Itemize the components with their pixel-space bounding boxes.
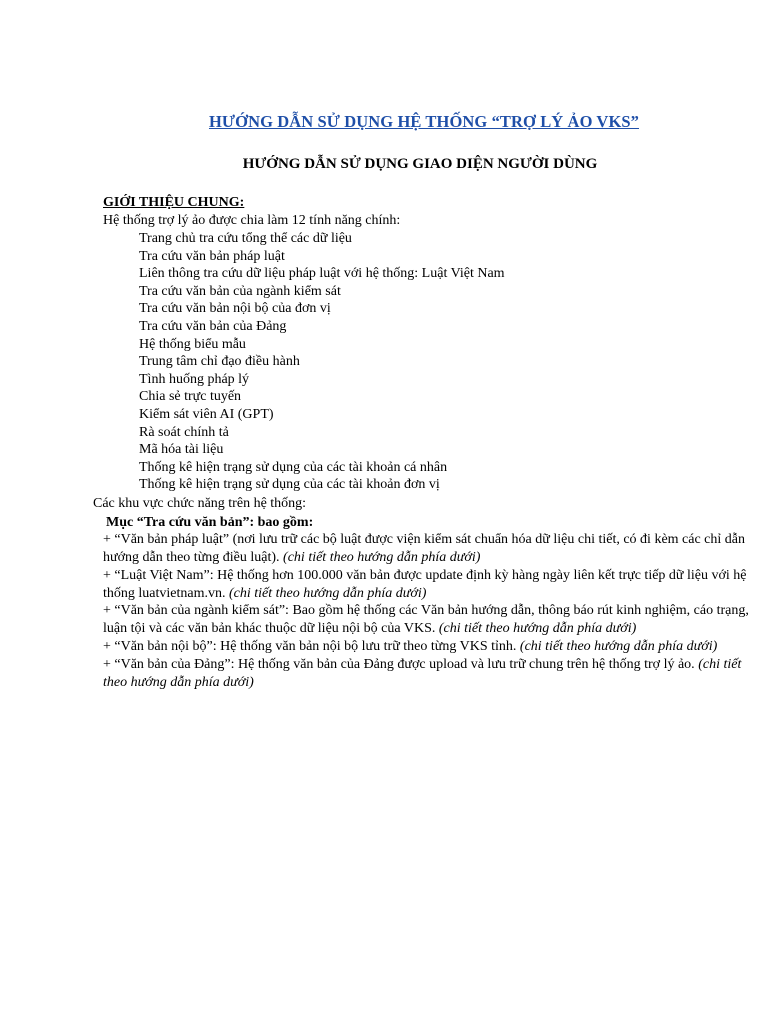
item-note: (chi tiết theo hướng dẫn phía dưới) bbox=[519, 639, 718, 654]
feature-item: Liên thông tra cứu dữ liệu pháp luật với hệ thống: Luật Việt Nam bbox=[139, 266, 505, 282]
item-text: + “Luật Việt Nam”: Hệ thống hơn 100.000 văn bản được update định kỳ hàng ngày liên kết trực tiếp dữ liệu với hệ thống luatvietnam.vn. bbox=[103, 568, 747, 601]
feature-item: Hệ thống biểu mẫu bbox=[139, 336, 246, 352]
intro-heading: GIỚI THIỆU CHUNG: bbox=[103, 195, 245, 210]
section-item bbox=[103, 531, 758, 567]
feature-item: Thống kê hiện trạng sử dụng của các tài khoản cá nhân bbox=[139, 459, 448, 475]
feature-list bbox=[139, 230, 505, 494]
feature-item: Tra cứu văn bản pháp luật bbox=[139, 248, 285, 264]
section-item bbox=[103, 567, 758, 603]
section-item bbox=[103, 638, 758, 656]
document-title: HƯỚNG DẪN SỬ DỤNG HỆ THỐNG “TRỢ LÝ ẢO VKS” bbox=[208, 112, 640, 131]
intro-lead: Hệ thống trợ lý ảo được chia làm 12 tính năng chính: bbox=[103, 213, 401, 228]
feature-item: Tra cứu văn bản nội bộ của đơn vị bbox=[139, 301, 331, 317]
feature-item: Mã hóa tài liệu bbox=[139, 442, 224, 458]
areas-lead: Các khu vực chức năng trên hệ thống: bbox=[93, 496, 307, 511]
item-text: + “Văn bản của ngành kiểm sát”: Bao gồm hệ thống các Văn bản hướng dẫn, thông báo rút kinh nghiệm, cáo trạng, luận tội và các văn bản khác thuộc dữ liệu nội bộ của VKS. bbox=[103, 603, 749, 636]
section-item bbox=[103, 656, 758, 692]
feature-item: Chia sẻ trực tuyến bbox=[139, 389, 242, 405]
feature-item: Tra cứu văn bản của Đảng bbox=[139, 318, 287, 334]
section-item bbox=[103, 602, 758, 638]
item-text: + “Văn bản pháp luật” (nơi lưu trữ các bộ luật được viện kiểm sát chuẩn hóa dữ liệu chi tiết, có đi kèm các chỉ dẫn hướng dẫn theo từng điều luật). bbox=[103, 532, 746, 565]
feature-item: Kiểm sát viên AI (GPT) bbox=[139, 406, 274, 422]
item-note: (chi tiết theo hướng dẫn phía dưới) bbox=[103, 657, 742, 690]
feature-item: Trang chủ tra cứu tổng thể các dữ liệu bbox=[139, 231, 352, 246]
feature-item: Tra cứu văn bản của ngành kiểm sát bbox=[139, 283, 341, 299]
item-note: (chi tiết theo hướng dẫn phía dưới) bbox=[228, 586, 427, 601]
feature-item: Tình huống pháp lý bbox=[139, 371, 250, 387]
item-note: (chi tiết theo hướng dẫn phía dưới) bbox=[283, 550, 481, 565]
item-note: (chi tiết theo hướng dẫn phía dưới) bbox=[438, 621, 637, 636]
feature-item: Thống kê hiện trạng sử dụng của các tài khoản đơn vị bbox=[139, 477, 440, 493]
item-text: + “Văn bản của Đảng”: Hệ thống văn bản của Đảng được upload và lưu trữ chung trên hệ thống trợ lý ảo. bbox=[103, 657, 695, 672]
document-subtitle: HƯỚNG DẪN SỬ DỤNG GIAO DIỆN NGƯỜI DÙNG bbox=[242, 156, 598, 172]
section-heading: Mục “Tra cứu văn bản”: bao gồm: bbox=[106, 515, 314, 530]
item-text: + “Văn bản nội bộ”: Hệ thống văn bản nội bộ lưu trữ theo từng VKS tỉnh. bbox=[103, 639, 517, 654]
feature-item: Rà soát chính tả bbox=[139, 424, 229, 440]
feature-item: Trung tâm chỉ đạo điều hành bbox=[139, 354, 300, 370]
